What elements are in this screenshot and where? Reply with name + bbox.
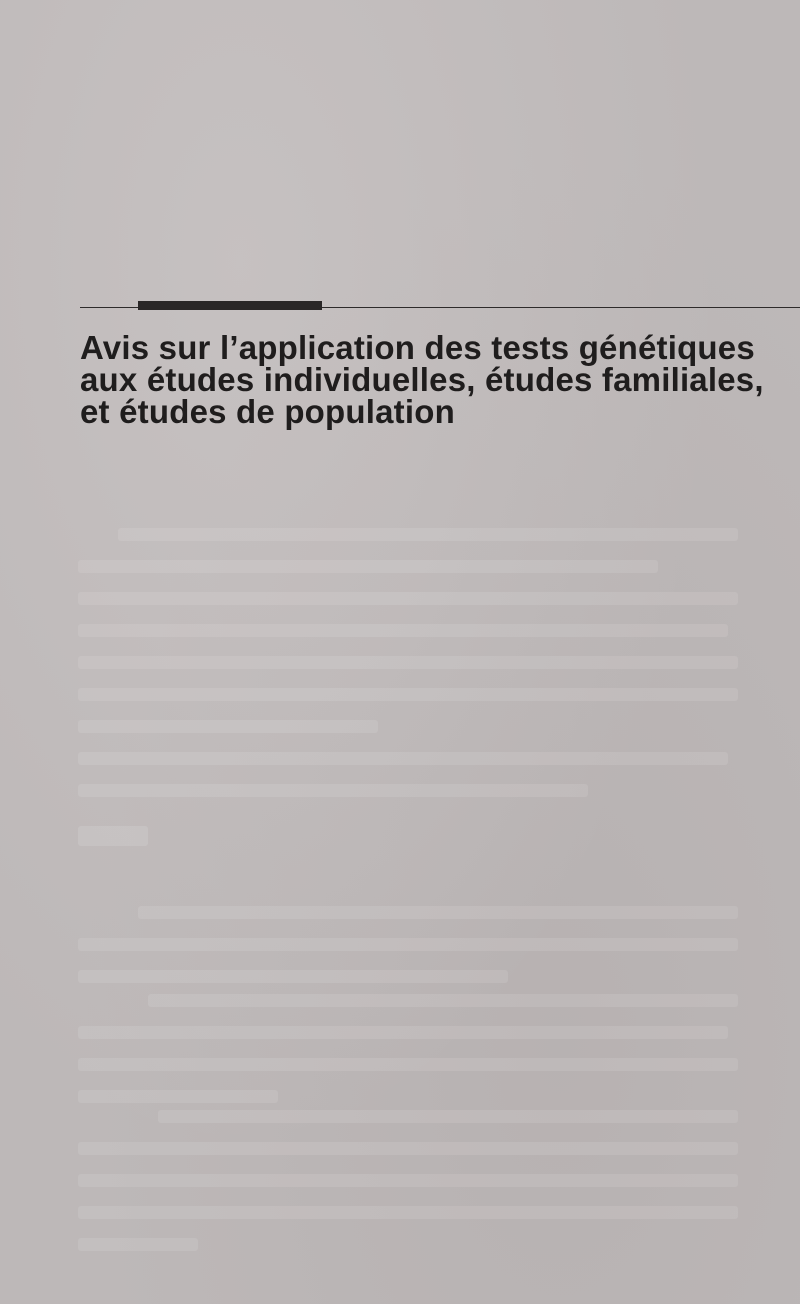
title-line-1: Avis sur l’application des tests génétiques <box>80 329 755 366</box>
header-accent-bar <box>138 301 322 310</box>
faded-paragraph-1 <box>78 528 738 816</box>
title-line-2: aux études individuelles, études familiales, <box>80 361 764 398</box>
title-line-3: et études de population <box>80 393 455 430</box>
faded-section-heading <box>78 826 148 846</box>
faded-paragraph-3 <box>78 994 738 1122</box>
faded-paragraph-2 <box>78 906 738 1002</box>
faded-paragraph-4 <box>78 1110 738 1270</box>
document-title <box>80 329 764 430</box>
